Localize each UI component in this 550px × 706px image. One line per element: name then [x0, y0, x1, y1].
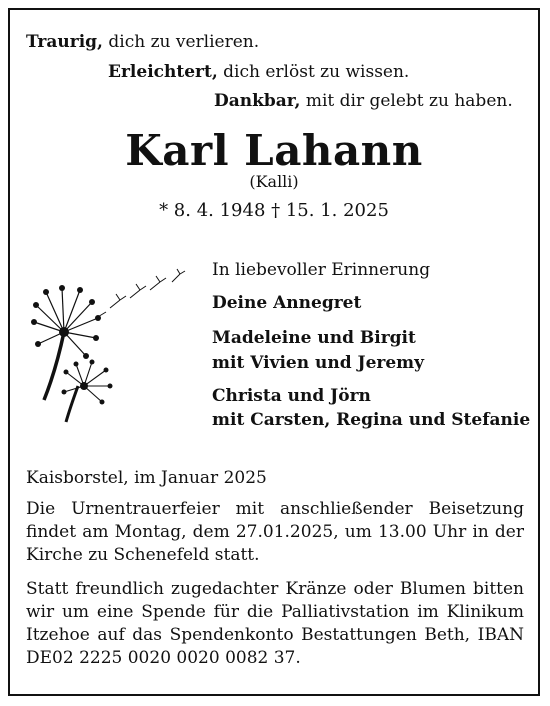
memory-intro: In liebevoller Erinnerung [212, 260, 431, 280]
motto-line-1 [26, 32, 259, 52]
mourner-2b: mit Vivien und Jeremy [212, 353, 425, 373]
motto-line-2 [108, 62, 409, 82]
motto-bold-2: Erleichtert, [108, 62, 218, 82]
life-dates: * 8. 4. 1948 † 15. 1. 2025 [159, 200, 389, 221]
donation-text: Statt freundlich zugedachter Kränze oder Blumen bitten wir um eine Spende für die Palliativstation im Klinikum Itzehoe auf das Spendenkonto Bestattungen Beth, IBAN DE02 2225 0020 0020 0082 37. [26, 579, 524, 668]
obituary-card [8, 8, 540, 696]
mourner-3b: mit Carsten, Regina und Stefanie [212, 410, 531, 430]
motto-line-3 [214, 91, 513, 111]
motto-text-2: dich erlöst zu wissen. [217, 62, 410, 82]
motto-bold-3: Dankbar, [214, 91, 301, 111]
place-date: Kaisborstel, im Januar 2025 [26, 468, 267, 488]
mourner-1: Deine Annegret [212, 293, 362, 313]
ceremony-text: Die Urnentrauerfeier mit anschließender Beisetzung findet am Montag, dem 27.01.2025, um 13.00 Uhr in der Kirche zu Schenefeld statt. [26, 499, 524, 565]
mourner-3: Christa und Jörn [212, 386, 371, 406]
deceased-nickname: (Kalli) [249, 172, 299, 191]
motto-text-1: dich zu verlieren. [102, 32, 260, 52]
mourner-2: Madeleine und Birgit [212, 328, 416, 348]
deceased-name: Karl Lahann [125, 126, 423, 175]
motto-bold-1: Traurig, [26, 32, 103, 52]
dandelion-illustration [26, 260, 196, 430]
motto-text-3: mit dir gelebt zu haben. [300, 91, 513, 111]
